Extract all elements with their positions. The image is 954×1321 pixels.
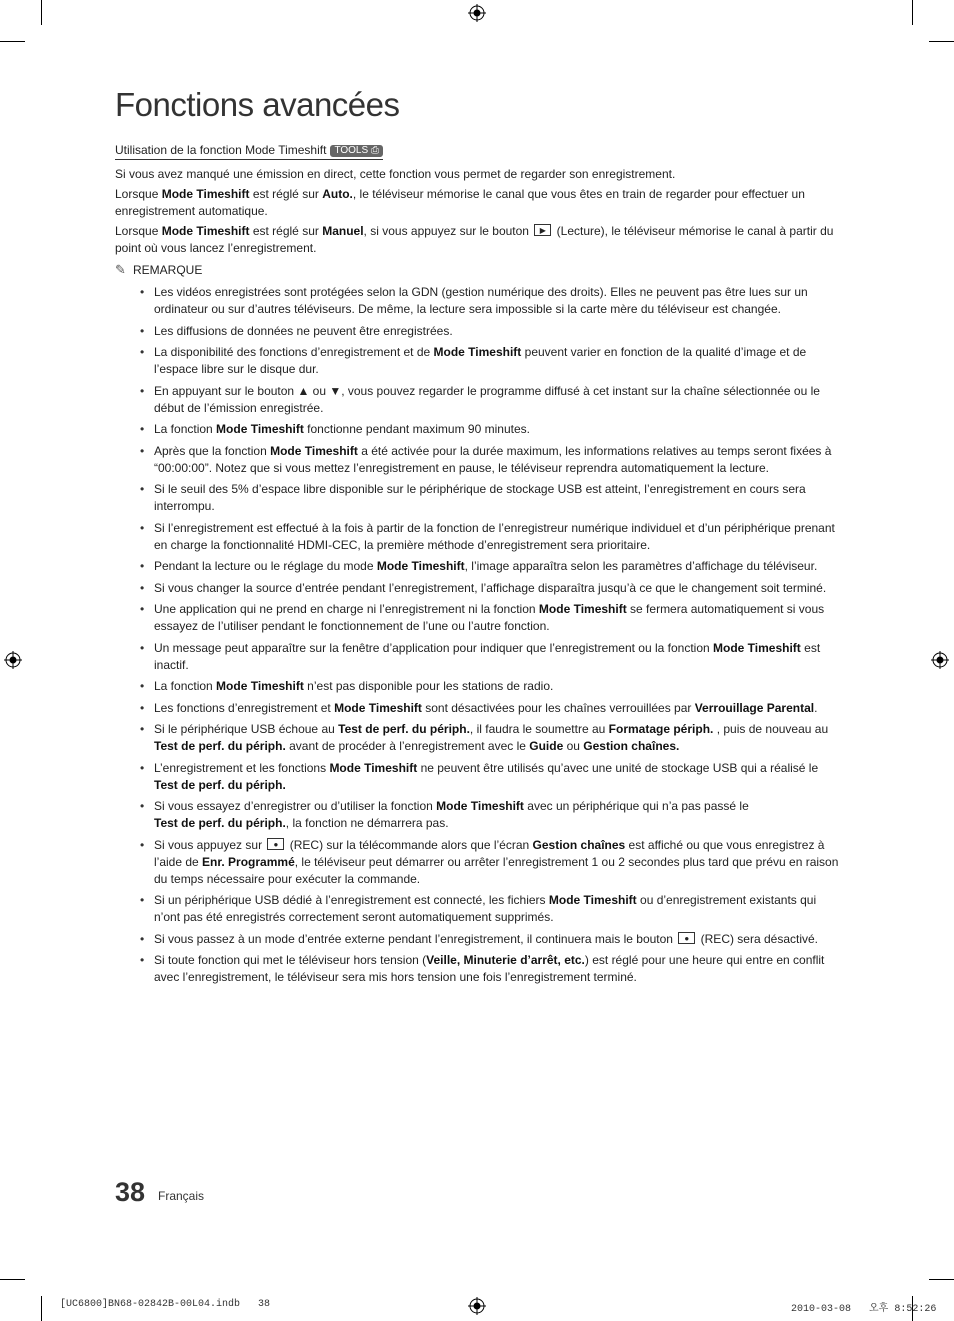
list-item: • Si un périphérique USB dédié à l’enregistrement est connecté, les fichiers Mode Timeshift ou d’enregistrement existants qui n’ont pas été enregistrés correctement seront automatiquement supprimés. — [115, 892, 840, 926]
page-title: Fonctions avancées — [115, 86, 400, 123]
crop-mark — [929, 41, 954, 42]
paragraph-auto: Lorsque Mode Timeshift est réglé sur Auto., le téléviseur mémorise le canal que vous êtes en train de regarder pour effectuer un enregistrement automatique. — [115, 187, 805, 218]
section-heading-text: Utilisation de la fonction Mode Timeshift — [115, 143, 327, 157]
list-item: • En appuyant sur le bouton ▲ ou ▼, vous pouvez regarder le programme diffusé à cet instant sur la chaîne sélectionnée ou le début de l’émission enregistrée. — [115, 383, 840, 417]
tools-icon: ⎙ — [370, 145, 379, 156]
list-item: • La fonction Mode Timeshift fonctionne pendant maximum 90 minutes. — [115, 421, 840, 438]
list-item: • Les vidéos enregistrées sont protégées selon la GDN (gestion numérique des droits). Elles ne peuvent pas être lues sur un ordinateur ou sur d’autres téléviseurs. De même, la lecture sera impossible si la carte mère du téléviseur est changée. — [115, 284, 840, 318]
list-item: • L’enregistrement et les fonctions Mode Timeshift ne peuvent être utilisés qu’avec une unité de stockage USB qui a réalisé le Test de perf. du périph. — [115, 760, 840, 794]
page-number: 38 — [115, 1177, 146, 1207]
list-item: • Une application qui ne prend en charge ni l’enregistrement ni la fonction Mode Timeshift se fermera automatiquement si vous essayez de l’utiliser pendant le fonctionnement de l’une ou l’autre fonction. — [115, 601, 840, 635]
tools-badge: TOOLS ⎙ — [330, 145, 383, 157]
list-item: • La disponibilité des fonctions d’enregistrement et de Mode Timeshift peuvent varier en fonction de la qualité d’image et de l’espace libre sur le disque dur. — [115, 344, 840, 378]
crop-mark — [929, 1279, 954, 1280]
registration-mark-icon — [4, 651, 22, 669]
list-item: • Si toute fonction qui met le téléviseur hors tension (Veille, Minuterie d’arrêt, etc.) est réglé pour une heure qui entre en conflit avec l’enregistrement, le téléviseur sera mis hors tension une fois l’enregistrement terminé. — [115, 952, 840, 986]
list-item: • Si vous essayez d’enregistrer ou d’utiliser la fonction Mode Timeshift avec un périphérique qui n’a pas passé le Test de perf. du périph., la fonction ne démarrera pas. — [115, 798, 840, 832]
registration-mark-icon — [468, 4, 486, 22]
crop-mark — [41, 1296, 42, 1321]
list-item: • Après que la fonction Mode Timeshift a été activée pour la durée maximum, les informations relatives au temps seront fixées à “00:00:00”. Notez que si vous mettez l’enregistrement en pause, le téléviseur reprendra automatiquement la lecture. — [115, 443, 840, 477]
page-language: Français — [158, 1189, 205, 1203]
crop-mark — [0, 41, 25, 42]
crop-mark — [0, 1279, 25, 1280]
intro-paragraph: Si vous avez manqué une émission en direct, cette fonction vous permet de regarder son enregistrement. — [115, 167, 676, 181]
main-content — [115, 142, 840, 991]
list-item: • Si vous appuyez sur ● (REC) sur la télécommande alors que l’écran Gestion chaînes est affiché ou que vous enregistrez à l’aide de Enr. Programmé, le téléviseur peut démarrer ou arrêter l’enregistrement 1 ou 2 secondes plus tard que prévu en raison du temps nécessaire pour exécuter la commande. — [115, 837, 840, 888]
crop-mark — [41, 0, 42, 25]
crop-mark — [912, 0, 913, 25]
list-item: • Les diffusions de données ne peuvent être enregistrées. — [115, 323, 840, 340]
note-heading: ✎ REMARQUE — [115, 262, 203, 277]
note-list — [115, 284, 840, 986]
pencil-icon: ✎ — [115, 262, 126, 277]
list-item: • Les fonctions d’enregistrement et Mode Timeshift sont désactivées pour les chaînes verrouillées par Verrouillage Parental. — [115, 700, 840, 717]
rec-button-icon: ● — [267, 838, 284, 850]
list-item: • Si vous passez à un mode d’entrée externe pendant l’enregistrement, il continuera mais le bouton ● (REC) sera désactivé. — [115, 931, 840, 948]
list-item: • Si le seuil des 5% d’espace libre disponible sur le périphérique de stockage USB est atteint, l’enregistrement en cours sera interrompu. — [115, 481, 840, 515]
paragraph-manual: Lorsque Mode Timeshift est réglé sur Manuel, si vous appuyez sur le bouton ▶ (Lecture), le téléviseur mémorise le canal à partir du point où vous lancez l’enregistrement. — [115, 224, 834, 255]
list-item: • Si vous changer la source d’entrée pendant l’enregistrement, l’affichage disparaîtra jusqu’à ce que le changement soit terminé. — [115, 580, 840, 597]
print-footer-file: [UC6800]BN68-02842B-00L04.indb 38 — [60, 1299, 271, 1310]
section-heading — [115, 142, 383, 160]
list-item: • Un message peut apparaître sur la fenêtre d’application pour indiquer que l’enregistrement ou la fonction Mode Timeshift est inactif. — [115, 640, 840, 674]
list-item: • Si l’enregistrement est effectué à la fois à partir de la fonction de l’enregistreur numérique individuel et d’un périphérique prenant en charge la fonctionnalité HDMI-CEC, la première méthode d’enregistrement sera prioritaire. — [115, 520, 840, 554]
print-footer-timestamp: 2010-03-08 오후 8:52:26 — [791, 1304, 937, 1315]
registration-mark-icon — [468, 1297, 486, 1315]
list-item: • Pendant la lecture ou le réglage du mode Mode Timeshift, l’image apparaîtra selon les paramètres d’affichage du téléviseur. — [115, 558, 840, 575]
registration-mark-icon — [931, 651, 949, 669]
list-item: • La fonction Mode Timeshift n’est pas disponible pour les stations de radio. — [115, 678, 840, 695]
play-button-icon: ▶ — [534, 224, 551, 236]
rec-button-icon: ● — [678, 932, 695, 944]
list-item: • Si le périphérique USB échoue au Test de perf. du périph., il faudra le soumettre au Formatage périph. , puis de nouveau au Test de perf. du périph. avant de procéder à l’enregistrement avec le Guide ou Gestion chaînes. — [115, 721, 840, 755]
